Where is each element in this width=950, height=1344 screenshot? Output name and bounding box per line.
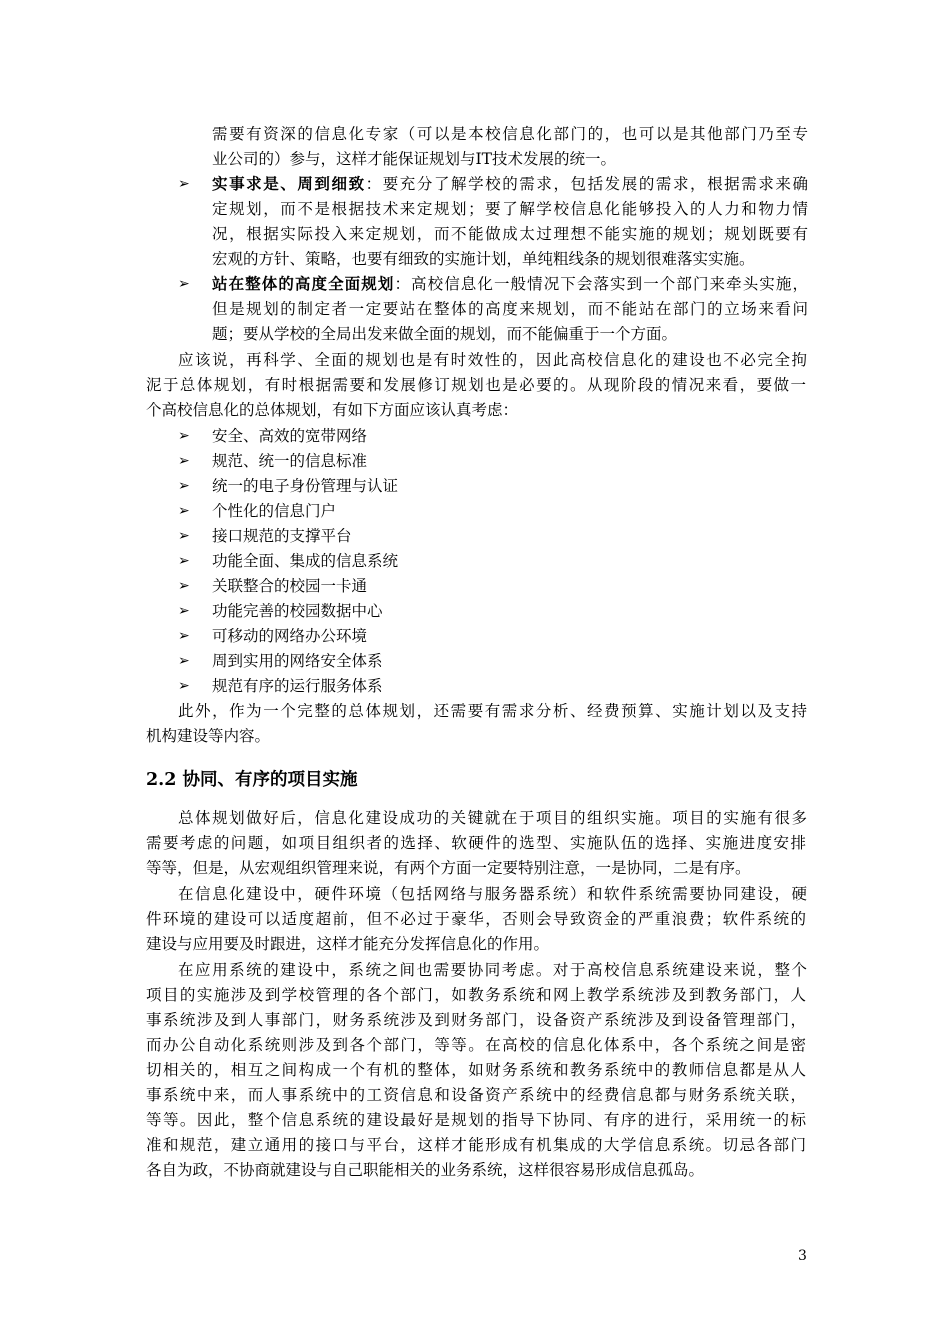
principle-1-line-4: 宏观的方针、策略，也要有细致的实施计划，单纯粗线条的规划很难落实实施。: [212, 250, 755, 268]
principle-2-line-1: 站在整体的高度全面规划：高校信息化一般情况下会落实到一个部门来牵头实施，: [212, 274, 808, 293]
principle-2-title: 站在整体的高度全面规划: [212, 274, 395, 293]
paragraph-4-line-1: 在信息化建设中，硬件环境（包括网络与服务器系统）和软件系统需要协同建设，硬: [178, 885, 807, 903]
section-heading: 2.2 协同、有序的项目实施: [146, 770, 358, 790]
paragraph-1-line-2: 泥于总体规划，有时根据需要和发展修订规划也是必要的。从现阶段的情况来看，要做一: [146, 376, 806, 394]
consideration-item: 功能完善的校园数据中心: [212, 602, 383, 620]
consideration-item: 统一的电子身份管理与认证: [212, 477, 399, 495]
paragraph-3-line-1: 总体规划做好后，信息化建设成功的关键就在于项目的组织实施。项目的实施有很多: [178, 809, 807, 827]
paragraph-5-line-2: 项目的实施涉及到学校管理的各个部门，如教务系统和网上教学系统涉及到教务部门，人: [146, 986, 806, 1004]
consideration-item: 个性化的信息门户: [212, 502, 337, 520]
paragraph-4-line-3: 建设与应用要及时跟进，这样才能充分发挥信息化的作用。: [146, 935, 550, 953]
bullet-arrow-icon: ➢: [178, 603, 190, 619]
consideration-item: 功能全面、集成的信息系统: [212, 552, 399, 570]
paragraph-1-line-1: 应该说，再科学、全面的规划也是有时效性的，因此高校信息化的建设也不必完全拘: [178, 351, 807, 369]
bullet-arrow-icon: ➢: [178, 276, 190, 292]
principle-2-line-2: 但是规划的制定者一定要站在整体的高度来规划，而不能站在部门的立场来看问: [212, 300, 808, 318]
paragraph-2-line-2: 机构建设等内容。: [146, 727, 271, 745]
consideration-item: 关联整合的校园一卡通: [212, 577, 368, 595]
principle-1-line-1: 实事求是、周到细致：要充分了解学校的需求，包括发展的需求，根据需求来确: [212, 174, 808, 193]
bullet-arrow-icon: ➢: [178, 578, 190, 594]
bullet-arrow-icon: ➢: [178, 176, 190, 192]
paragraph-5-line-7: 等等。因此，整个信息系统的建设最好是规划的指导下协同、有序的进行，采用统一的标: [146, 1111, 806, 1129]
paragraph-5-line-1: 在应用系统的建设中，系统之间也需要协同考虑。对于高校信息系统建设来说，整个: [178, 961, 807, 979]
bullet-arrow-icon: ➢: [178, 653, 190, 669]
consideration-item: 接口规范的支撑平台: [212, 527, 352, 545]
paragraph-5-line-9: 各自为政，不协商就建设与自己职能相关的业务系统，这样很容易形成信息孤岛。: [146, 1161, 705, 1179]
bullet-arrow-icon: ➢: [178, 678, 190, 694]
bullet-arrow-icon: ➢: [178, 478, 190, 494]
principle-1-line-2: 定规划，而不是根据技术来定规划；要了解学校信息化能够投入的人力和物力情: [212, 200, 808, 218]
principle-1-title: 实事求是、周到细致: [212, 174, 366, 193]
bullet-arrow-icon: ➢: [178, 428, 190, 444]
paragraph-3-line-3: 等等，但是，从宏观组织管理来说，有两个方面一定要特别注意，一是协同，二是有序。: [146, 859, 751, 877]
paragraph-3-line-2: 需要考虑的问题，如项目组织者的选择、软硬件的选型、实施队伍的选择、实施进度安排: [146, 834, 806, 852]
consideration-item: 可移动的网络办公环境: [212, 627, 368, 645]
paragraph-5-line-5: 切相关的，相互之间构成一个有机的整体，如财务系统和教务系统中的教师信息都是从人: [146, 1061, 806, 1079]
principle-1-line-3: 况，根据实际投入来定规划，而不能做成太过理想不能实施的规划；规划既要有: [212, 225, 808, 243]
bullet-arrow-icon: ➢: [178, 503, 190, 519]
bullet-arrow-icon: ➢: [178, 453, 190, 469]
paragraph-4-line-2: 件环境的建设可以适度超前，但不必过于豪华，否则会导致资金的严重浪费；软件系统的: [146, 910, 806, 928]
intro-line-1: 需要有资深的信息化专家（可以是本校信息化部门的，也可以是其他部门乃至专: [212, 125, 808, 143]
consideration-item: 规范有序的运行服务体系: [212, 677, 383, 695]
principle-2-line-3: 题；要从学校的全局出发来做全面的规划，而不能偏重于一个方面。: [212, 325, 678, 343]
paragraph-5-line-6: 事系统中来，而人事系统中的工资信息和设备资产系统中的经费信息都与财务系统关联，: [146, 1086, 806, 1104]
consideration-item: 安全、高效的宽带网络: [212, 427, 368, 445]
paragraph-5-line-4: 而办公自动化系统则涉及到各个部门，等等。在高校的信息化体系中，各个系统之间是密: [146, 1036, 806, 1054]
paragraph-5-line-3: 事系统涉及到人事部门，财务系统涉及到财务部门，设备资产系统涉及到设备管理部门，: [146, 1011, 806, 1029]
paragraph-1-line-3: 个高校信息化的总体规划，有如下方面应该认真考虑：: [146, 401, 519, 419]
page-number: 3: [798, 1248, 807, 1264]
bullet-arrow-icon: ➢: [178, 628, 190, 644]
consideration-item: 周到实用的网络安全体系: [212, 652, 383, 670]
bullet-arrow-icon: ➢: [178, 553, 190, 569]
paragraph-5-line-8: 准和规范，建立通用的接口与平台，这样才能形成有机集成的大学信息系统。切忌各部门: [146, 1136, 806, 1154]
consideration-item: 规范、统一的信息标准: [212, 452, 368, 470]
paragraph-2-line-1: 此外，作为一个完整的总体规划，还需要有需求分析、经费预算、实施计划以及支持: [178, 702, 807, 720]
intro-line-2: 业公司的）参与，这样才能保证规划与IT技术发展的统一。: [212, 150, 616, 168]
bullet-arrow-icon: ➢: [178, 528, 190, 544]
